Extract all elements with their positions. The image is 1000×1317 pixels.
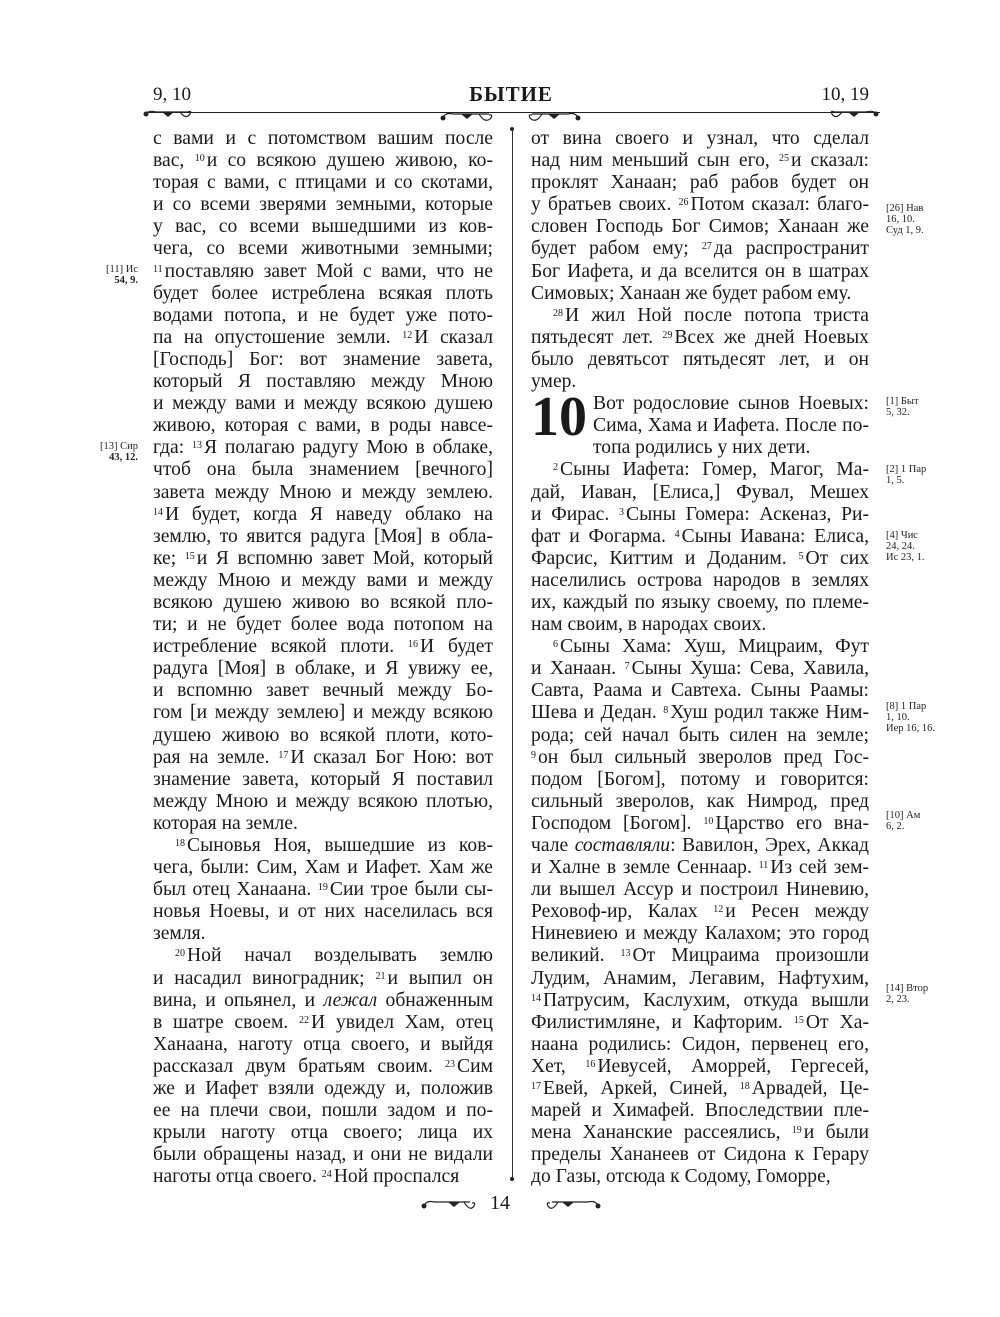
note-ref: [4] Чис — [886, 530, 918, 541]
chapter-number: 10 — [531, 386, 587, 449]
verse-number: 14 — [531, 992, 541, 1004]
text-line: пределы Хананеев от Сидона к Герару — [531, 1144, 869, 1166]
verse-number: 5 — [798, 550, 804, 562]
text-line: Лудим, Анамим, Легавим, Нафтухим, — [531, 967, 869, 989]
text-line: и насадил виноградник; $^{21}$ и выпил он — [153, 967, 493, 989]
verse-number: 19 — [791, 1125, 802, 1137]
text-line: Филистимляне, и Кафторим. $^{15}$ От Ха- — [531, 1011, 870, 1033]
text-line: был отец Ханаана. $^{19}$ Сии трое были сы- — [153, 879, 493, 901]
page-number: 14 — [490, 1192, 510, 1214]
margin-note-left — [92, 264, 138, 286]
header-right-reference: 10, 19 — [821, 84, 869, 105]
verse-number: 16 — [408, 639, 418, 651]
margin-note-left — [92, 441, 138, 463]
verse-number: 20 — [175, 948, 185, 960]
text-line: $^2$ Сыны Иафета: Гомер, Магог, Ма- — [553, 459, 869, 481]
text-line: торая с вами, с птицами и со скотами, — [153, 172, 493, 194]
text-line: было девятьсот пятьдесят лет, и он — [531, 348, 869, 370]
text-line: всякою душею живою во всякой пло- — [153, 591, 493, 613]
verse-number: 15 — [793, 1014, 804, 1026]
header-left-reference: 9, 10 — [153, 84, 191, 105]
text-line: Ниневиею и между Калахом; это город — [531, 923, 869, 945]
text-line: будет более истреблена всякая плоть — [153, 282, 493, 304]
margin-note-right — [886, 464, 926, 486]
verse-number: 21 — [375, 970, 386, 982]
text-line: Сима, Хама и Иафета. После по- — [593, 415, 869, 437]
text-line: водами потопа, и не будет уже пото- — [153, 304, 493, 326]
verse-number: 16 — [585, 1058, 596, 1070]
text-line: землю, то явится радуга [Моя] в обла- — [153, 525, 493, 547]
text-line: $^{11}$ поставляю завет Мой с вами, что не — [153, 260, 493, 282]
text-line: проклят Ханаан; раб рабов будет он — [531, 172, 869, 194]
text-line: Хет, $^{16}$ Иевусей, Аморрей, Гергесей, — [531, 1055, 870, 1077]
text-line: подом [Богом], потому и говорится: — [531, 768, 869, 790]
text-line: до Газы, отсюда к Содому, Гоморре, — [531, 1166, 831, 1188]
left-text-column — [153, 128, 493, 1189]
verse-number: 22 — [299, 1014, 310, 1026]
text-line: будет рабом ему; $^{27}$ да распространит — [531, 238, 869, 260]
text-line: новья Ноевы, и от них населилась вся — [153, 901, 493, 923]
note-ref: [2] 1 Пар — [886, 464, 927, 475]
verse-number: 4 — [674, 528, 680, 540]
text-line: дай, Иаван, [Елиса,] Фувал, Мешех — [531, 481, 869, 503]
verse-number: 13 — [620, 948, 631, 960]
text-line: земля. — [153, 923, 206, 945]
note-extra: Ис 23, 1. — [886, 552, 925, 563]
note-cite: 5, 32. — [886, 407, 910, 418]
text-line: Шева и Дедан. $^8$ Хуш родил также Ним- — [531, 702, 869, 724]
text-line: вина, и опьянел, и лежал обнаженным — [153, 989, 494, 1011]
text-line: их, каждый по языку своему, по племе- — [531, 591, 869, 613]
note-ref: [10] Ам — [886, 810, 921, 821]
text-line: ли вышел Ассур и построил Ниневию, — [531, 879, 869, 901]
text-line: живою, которая с вами, в роды навсе- — [153, 415, 493, 437]
text-line: от вина своего и узнал, что сделал — [531, 128, 869, 149]
note-cite: 1, 10. — [886, 712, 910, 723]
header-rule — [146, 112, 880, 113]
text-line: над ним меньший сын его, $^{25}$ и сказал: — [531, 150, 869, 172]
verse-number: 28 — [553, 307, 563, 319]
text-line: чале составляли: Вавилон, Эрех, Аккад — [531, 835, 869, 856]
text-line: $^{18}$ Сыновья Ноя, вышедшие из ков- — [175, 835, 493, 856]
note-extra: Иер 16, 16. — [886, 723, 935, 734]
text-line: $^{14}$ И будет, когда Я наведу облако на — [153, 503, 493, 525]
ornament-flourish-icon — [437, 108, 499, 128]
margin-note-right — [886, 983, 928, 1005]
text-line: и вспомню завет вечный между Бо- — [153, 680, 493, 702]
text-line: $^{14}$ Патрусим, Каслухим, откуда вышли — [531, 989, 869, 1011]
text-line: же и Иафет взяли одежду и, положив — [153, 1078, 493, 1100]
text-line: Бог Иафета, и да вселится он в шатрах — [531, 260, 869, 282]
margin-note-right — [886, 530, 925, 563]
text-line: и Фирас. $^3$ Сыны Гомера: Аскеназ, Ри- — [531, 503, 869, 525]
text-line: великий. $^{13}$ От Мицраима произошли — [531, 945, 869, 967]
text-line: наана родились: Сидон, первенец его, — [531, 1033, 869, 1055]
verse-number: 11 — [153, 263, 163, 275]
note-ref: [14] Втор — [886, 983, 929, 994]
text-line: между Мною и между вами и между — [153, 569, 493, 591]
divider-dot-bottom — [510, 1177, 514, 1181]
text-line: Симовых; Ханаан же будет рабом ему. — [531, 282, 852, 304]
text-line: у братьев своих. $^{26}$ Потом сказал: благо- — [531, 194, 870, 216]
verse-number: 10 — [703, 815, 714, 827]
text-line: знамение завета, который Я поставил — [153, 768, 493, 790]
verse-number: 12 — [713, 904, 724, 916]
ornament-flourish-icon — [822, 104, 882, 124]
verse-number: 14 — [153, 506, 163, 518]
text-line: и Халне в земле Сеннаар. $^{11}$ Из сей зем- — [531, 857, 869, 879]
ornament-flourish-icon — [522, 108, 584, 128]
note-cite: 6, 2. — [886, 821, 905, 832]
note-ref: [13] Сир — [100, 441, 138, 452]
text-line: $^9$ он был сильный зверолов пред Гос- — [531, 746, 869, 768]
text-line: чега, со всеми животными земными; — [153, 238, 493, 260]
note-ref: [26] Нав — [886, 203, 924, 214]
text-line: нам своим, в народах своих. — [531, 614, 767, 636]
text-line: и Ханаан. $^7$ Сыны Хуша: Сева, Хавила, — [531, 658, 869, 680]
margin-note-right — [886, 203, 924, 236]
note-cite: 2, 23. — [886, 994, 910, 1005]
note-cite: 43, 12. — [109, 452, 138, 463]
verse-number: 6 — [553, 639, 558, 651]
note-cite: 16, 10. — [886, 214, 915, 225]
verse-number: 7 — [624, 661, 630, 673]
ornament-flourish-icon — [140, 104, 200, 124]
text-line: радуга [Моя] в облаке, и Я увижу ее, — [153, 658, 493, 680]
text-line: пятьдесят лет. $^{29}$ Всех же дней Ноевых — [531, 326, 869, 348]
text-line: $^{28}$ И жил Ной после потопа триста — [553, 304, 869, 326]
text-line: Вот родословие сынов Ноевых: — [593, 393, 869, 415]
verse-number: 2 — [553, 462, 558, 474]
verse-number: 27 — [701, 241, 712, 253]
verse-number: 3 — [619, 506, 625, 518]
text-line: истребление всякой плоти. $^{16}$ И будет — [153, 636, 493, 658]
verse-number: 29 — [662, 329, 673, 341]
text-line: завета между Мною и между землею. — [153, 481, 493, 503]
text-line: Фарсис, Киттим и Доданим. $^5$ От сих — [531, 547, 869, 569]
text-line: и между вами и между всякою душею — [153, 393, 493, 415]
text-line: в шатре своем. $^{22}$ И увидел Хам, отец — [153, 1011, 493, 1033]
text-line: чега, были: Сим, Хам и Иафет. Хам же — [153, 857, 493, 879]
divider-dot-top — [510, 127, 514, 131]
note-ref: [8] 1 Пар — [886, 701, 927, 712]
verse-number: 18 — [175, 838, 185, 849]
text-line: Савта, Раама и Савтеха. Сыны Раамы: — [531, 680, 869, 702]
text-line: па на опустошение земли. $^{12}$ И сказал — [153, 326, 493, 348]
text-line: Господом [Богом]. $^{10}$ Царство его вна- — [531, 812, 869, 834]
text-line: $^{17}$ Евей, Аркей, Синей, $^{18}$ Арвадей, Це- — [531, 1078, 869, 1100]
text-line: были обращены назад, и они не видали — [153, 1144, 493, 1166]
running-header — [153, 82, 869, 112]
book-title: БЫТИЕ — [469, 82, 553, 106]
footer-ornament-right-icon — [542, 1196, 604, 1216]
verse-number: 8 — [663, 705, 669, 717]
text-line: рода; сей начал быть силен на земле; — [531, 724, 869, 746]
right-text-column — [531, 128, 869, 1189]
text-line: топа родились у них дети. — [593, 437, 811, 459]
verse-number: 11 — [758, 860, 769, 872]
verse-number: 10 — [194, 153, 205, 165]
note-ref: [1] Быт — [886, 396, 919, 407]
column-divider — [512, 129, 513, 1179]
verse-number: 19 — [317, 882, 328, 894]
text-line: с вами и с потомством вашим после — [153, 128, 493, 149]
text-line: чтоб она была знамением [вечного] — [153, 459, 493, 481]
text-line: рассказал двум братьям своим. $^{23}$ Сим — [153, 1055, 493, 1077]
verse-number: 25 — [778, 153, 789, 165]
text-line: марей и Химафей. Впоследствии пле- — [531, 1100, 869, 1122]
note-ref: [11] Ис — [106, 264, 138, 275]
note-extra: Суд 1, 9. — [886, 225, 924, 236]
text-line: который Я поставляю между Мною — [153, 371, 493, 393]
text-line: $^{20}$ Ной начал возделывать землю — [175, 945, 493, 967]
text-line: вас, $^{10}$ и со всякою душею живою, ко- — [153, 150, 493, 172]
text-line: фат и Фогарма. $^4$ Сыны Иавана: Елиса, — [531, 525, 870, 547]
text-line: Ханаана, наготу отца своего, и выйдя — [153, 1033, 493, 1055]
text-line: крыли наготу отца своего; лица их — [153, 1122, 493, 1144]
verse-number: 15 — [184, 550, 195, 562]
text-line: душею живою во всякой плоти, кото- — [153, 724, 493, 746]
text-line: $^6$ Сыны Хама: Хуш, Мицраим, Фут — [553, 636, 869, 658]
verse-number: 17 — [531, 1081, 541, 1093]
text-line: Реховоф-ир, Калах $^{12}$ и Ресен между — [531, 901, 869, 923]
text-line: и со всеми зверями земными, которые — [153, 194, 493, 216]
text-line: населились острова народов в землях — [531, 569, 869, 591]
text-line: которая на земле. — [153, 812, 298, 834]
text-line: [Господь] Бог: вот знамение завета, — [153, 348, 493, 370]
text-line: ее на плечи свои, пошли задом и по- — [153, 1100, 493, 1122]
verse-number: 12 — [402, 329, 413, 341]
verse-number: 24 — [321, 1169, 332, 1181]
text-line: умер. — [531, 371, 577, 393]
text-line: гом [и между землею] и между всякою — [153, 702, 493, 724]
verse-number: 23 — [445, 1058, 456, 1070]
text-line: мена Хананские рассеялись, $^{19}$ и были — [531, 1122, 869, 1144]
note-cite: 1, 5. — [886, 475, 905, 486]
note-cite: 24, 24. — [886, 541, 915, 552]
text-line: рая на земле. $^{17}$ И сказал Бог Ною: вот — [153, 746, 494, 768]
verse-number: 26 — [678, 197, 689, 209]
text-line: сильный зверолов, как Нимрод, пред — [531, 790, 869, 812]
verse-number: 18 — [739, 1081, 750, 1093]
margin-note-right — [886, 396, 919, 418]
text-line: у вас, со всеми вышедшими из ков- — [153, 216, 493, 238]
verse-number: 17 — [278, 749, 289, 761]
verse-number: 9 — [531, 749, 536, 761]
margin-note-right — [886, 810, 920, 832]
text-line: наготы отца своего. $^{24}$ Ной проспался — [153, 1166, 460, 1188]
text-line: гда: $^{13}$ Я полагаю радугу Мою в облаке, — [153, 437, 493, 459]
note-cite: 54, 9. — [114, 275, 138, 286]
text-line: между Мною и между всякою плотью, — [153, 790, 493, 812]
margin-note-right — [886, 701, 935, 734]
verse-number: 13 — [191, 440, 202, 452]
text-line: ти; и не будет более вода потопом на — [153, 614, 493, 636]
text-line: ке; $^{15}$ и Я вспомню завет Мой, который — [153, 547, 493, 569]
text-line: словен Господь Бог Симов; Ханаан же — [531, 216, 869, 238]
